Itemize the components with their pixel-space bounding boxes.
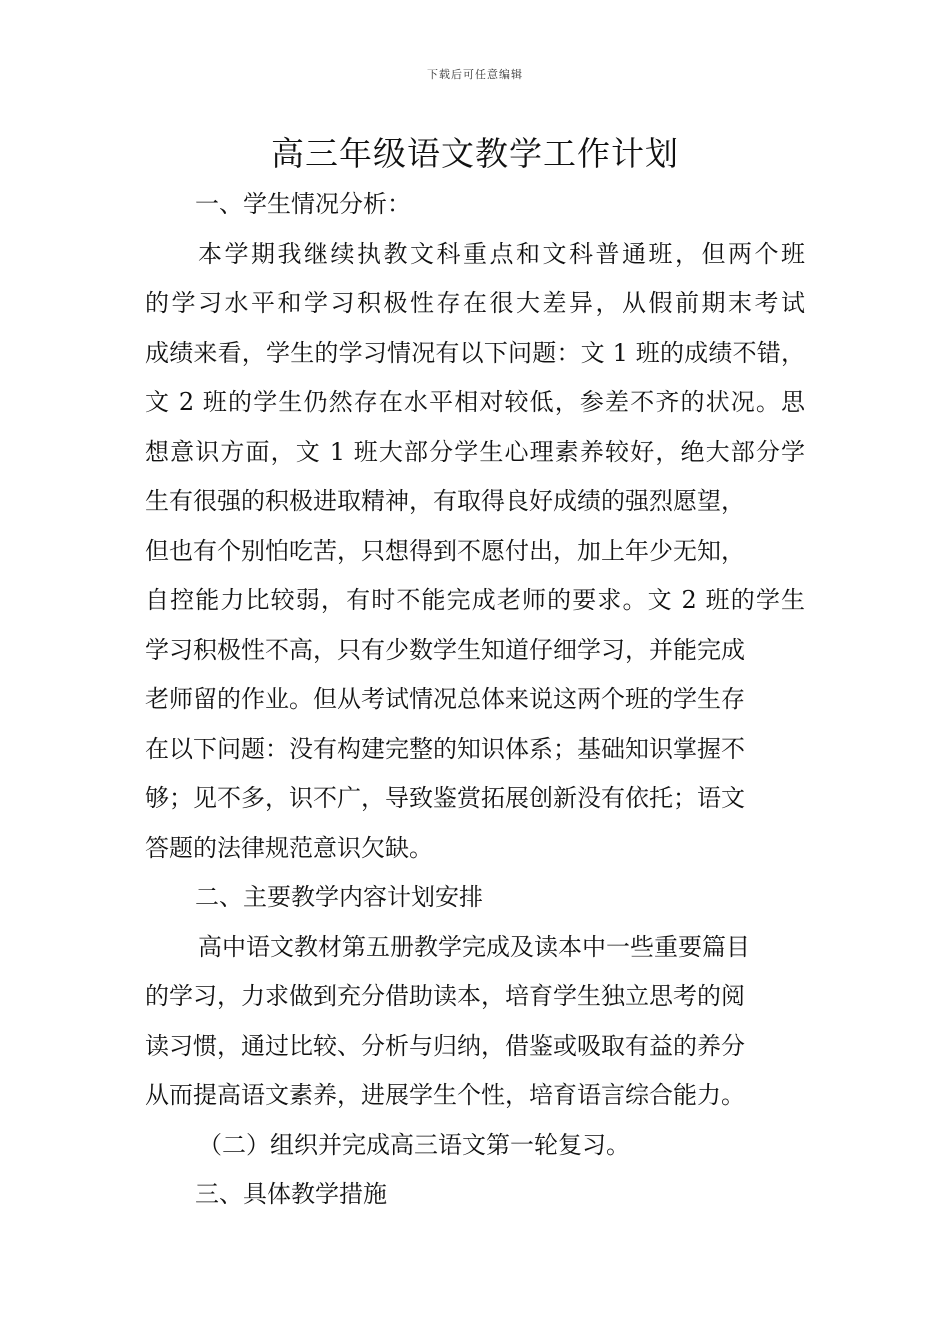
paragraph-line: 老师留的作业。但从考试情况总体来说这两个班的学生存 — [145, 685, 745, 713]
section-heading-3: 三、具体教学措施 — [195, 1180, 387, 1208]
sub-item: （二）组织并完成高三语文第一轮复习。 — [198, 1130, 630, 1159]
paragraph-line: 想意识方面，文 1 班大部分学生心理素养较好，绝大部分学 — [145, 437, 805, 466]
document-title: 高三年级语文教学工作计划 — [271, 134, 679, 173]
paragraph-line: 生有很强的积极进取精神，有取得良好成绩的强烈愿望， — [145, 487, 745, 515]
paragraph-line: 成绩来看，学生的学习情况有以下问题：文 1 班的成绩不错， — [145, 338, 805, 367]
paragraph-line: 学习积极性不高，只有少数学生知道仔细学习，并能完成 — [145, 635, 745, 664]
section-heading-2: 二、主要教学内容计划安排 — [195, 883, 483, 911]
paragraph-line: 自控能力比较弱，有时不能完成老师的要求。文 2 班的学生 — [145, 586, 805, 614]
paragraph-line: 答题的法律规范意识欠缺。 — [145, 833, 433, 862]
paragraph-line: 从而提高语文素养，进展学生个性，培育语言综合能力。 — [145, 1081, 745, 1109]
paragraph-line: 读习惯，通过比较、分析与归纳，借鉴或吸取有益的养分 — [145, 1031, 745, 1060]
paragraph-line: 但也有个别怕吃苦，只想得到不愿付出，加上年少无知， — [145, 536, 745, 565]
section-heading-1: 一、学生情况分析： — [195, 190, 411, 218]
paragraph-line: 在以下问题：没有构建完整的知识体系；基础知识掌握不 — [145, 734, 745, 763]
paragraph-line: 够；见不多，识不广，导致鉴赏拓展创新没有依托；语文 — [145, 784, 745, 812]
header-note: 下载后可任意编辑 — [427, 68, 523, 81]
paragraph-line: 文 2 班的学生仍然存在水平相对较低，参差不齐的状况。思 — [145, 388, 805, 416]
document-body — [145, 180, 805, 1220]
paragraph-line: 的学习水平和学习积极性存在很大差异，从假前期末考试 — [145, 289, 805, 317]
paragraph-line: 本学期我继续执教文科重点和文科普通班，但两个班 — [198, 239, 805, 268]
paragraph-line: 的学习，力求做到充分借助读本，培育学生独立思考的阅 — [145, 982, 745, 1010]
paragraph-line: 高中语文教材第五册教学完成及读本中一些重要篇目 — [198, 932, 750, 961]
